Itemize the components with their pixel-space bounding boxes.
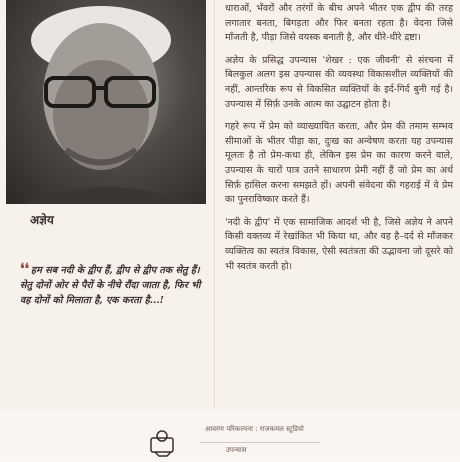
author-photo	[6, 0, 206, 204]
column-divider	[214, 0, 215, 408]
category-label: उपन्यास	[226, 446, 247, 454]
author-portrait-illustration	[6, 0, 206, 204]
blurb-paragraph: अज्ञेय के प्रसिद्ध उपन्यास 'शेखर : एक जीवनी' से संरचना में बिलकुल अलग इस उपन्यास की व्यवस्था विकासशील व्यक्तियों की नहीं, आन्तरिक रूप से विकसित व्यक्तियों के इर्द-गिर्द बुनी गई है। उपन्यास में सिर्फ़ उनके आत्म का उद्घाटन होता है।	[225, 54, 453, 110]
blurb-paragraph: गहरे रूप में प्रेम को व्याख्यायित करता, और प्रेम की तमाम सम्भव सीमाओं के भीतर पीड़ा का, दुःख का अन्वेषण करता यह उपन्यास मूलतः है तो प्रेम-कथा ही, लेकिन इस प्रेम का कारण करने वाले, उपन्यास के चारों पात्र उतने साधारण प्रेमी नहीं हैं जो प्रेम का अर्थ सिर्फ़ हासिल करना समझते हों। अपनी संवेदना की गहराई में वे प्रेम का पुनराविष्कार करते हैं।	[225, 121, 453, 206]
quote-text: हम सब नदी के द्वीप हैं, द्वीप से द्वीप तक सेतु हैं। सेतु दोनों ओर से पैरों के नीचे रौंदा जाता है, फिर भी वह दोनों को मिलाता है, एक करता है...!	[20, 265, 201, 307]
footer-divider	[200, 442, 320, 443]
blurb-paragraph: धाराओं, भँवरों और तरंगों के बीच अपने भीतर एक द्वीप की तरह लगातार बनता, बिगड़ता और फिर बनता रहता है। वेदना जिसे माँजती है, पीड़ा जिसे वयस्क बनाती है, और धीरे-धीरे द्रष्टा।	[225, 3, 453, 44]
author-name: अज्ञेय	[30, 213, 54, 227]
blurb-paragraph: 'नदी के द्वीप' में एक सामाजिक आदर्श भी है, जिसे अज्ञेय ने अपने किसी वक्तव्य में रेखांकित भी किया था, और वह है–दर्द से माँजकर व्यक्तित्व का स्वतंत्र विकास, ऐसी स्वतंत्रता की उद्भावना जो दूसरे को भी स्वतंत्र करती हो।	[225, 216, 453, 272]
author-quote	[20, 262, 208, 309]
cover-credit: आवरण परिकल्पना : राजकमल स्टूडियो	[205, 425, 304, 433]
publisher-logo-icon	[148, 428, 178, 458]
blurb-text	[225, 2, 453, 282]
quote-mark: ❛❛	[20, 261, 30, 277]
